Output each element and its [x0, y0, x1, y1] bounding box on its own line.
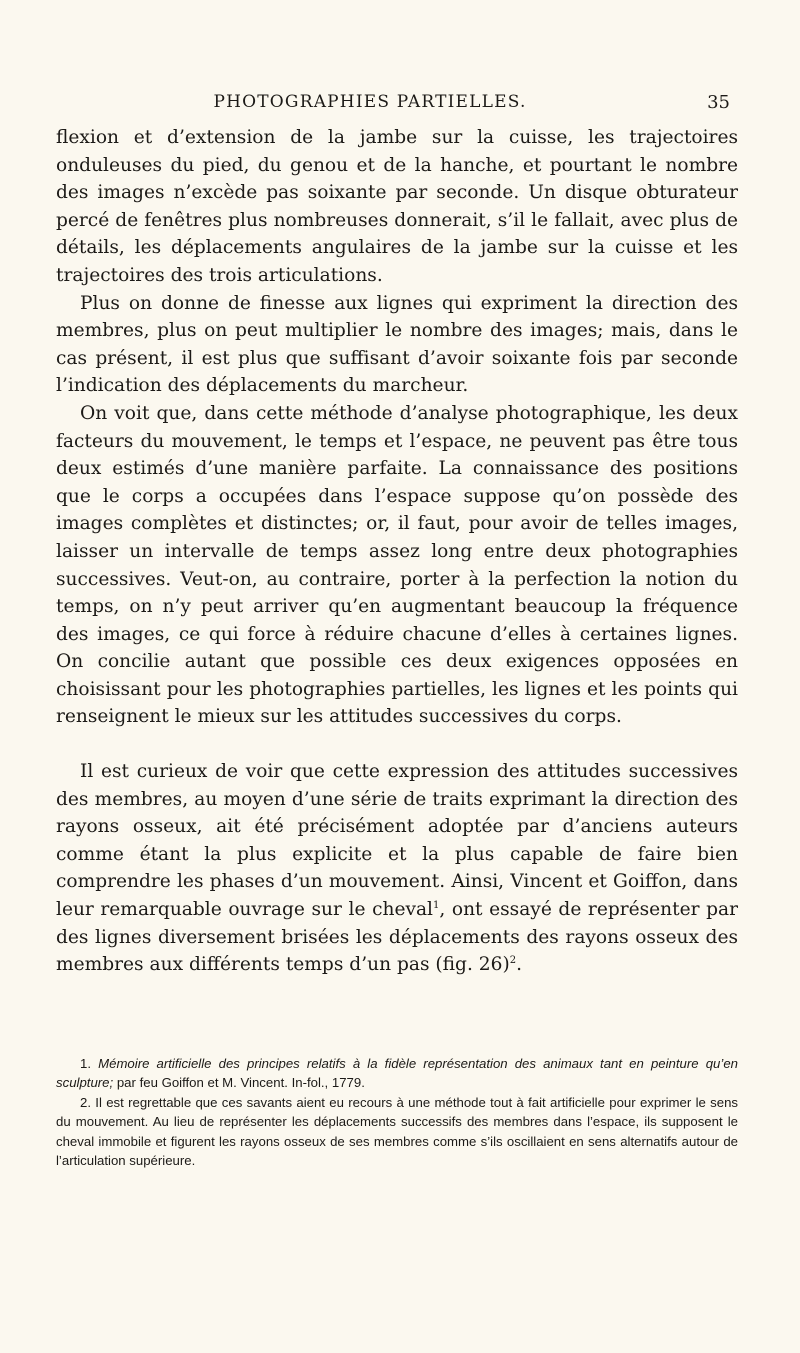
- footnote-ref-2: 2: [509, 955, 517, 967]
- running-head: [170, 92, 730, 114]
- paragraph-continuation: flexion et d’extension de la jambe sur la cuisse, les trajectoires onduleuses du pied, du genou et de la hanche, et pourtant le nombre des images n’excède pas soixante par seconde. Un disque obturateur percé de fenêtres plus nombreuses donnerait, s’il le fallait, avec plus de détails, les déplacements angulaires de la jambe sur la cuisse et les trajectoires des trois articulations.: [56, 127, 738, 286]
- footnote-text: par feu Goiffon et M. Vincent. In-fol., 1779.: [113, 1075, 365, 1091]
- footnote-book-title: Mémoire artificielle des principes relatifs à la fidèle représentation des animaux tant en peinture qu’en sculpture;: [56, 1056, 738, 1091]
- running-title: PHOTOGRAPHIES PARTIELLES.: [213, 92, 527, 112]
- footnote-marker: 1.: [80, 1056, 99, 1071]
- paragraph: Plus on donne de finesse aux lignes qui expriment la direction des membres, plus on peut multiplier le nombre des images; mais, dans le cas présent, il est plus que suffisant d’avoir soixante fois par seconde l’indication des déplacements du marcheur.: [56, 292, 738, 397]
- footnote-ref-1: 1: [433, 899, 440, 911]
- page-number: 35: [707, 92, 730, 113]
- paragraph-text: .: [516, 954, 522, 976]
- paragraph-last: [56, 758, 738, 979]
- paragraph: On voit que, dans cette méthode d’analyse photographique, les deux facteurs du mouvement, le temps et l’espace, ne peuvent pas être tous deux estimés d’une manière parfaite. La connaissance des positions que le corps a occupées dans l’espace suppose qu’on possède des images complètes et distinctes; or, il faut, pour avoir de telles images, laisser un intervalle de temps assez long entre deux photographies successives. Veut-on, au contraire, porter à la perfection la notion du temps, on n’y peut arriver qu’en augmentant beaucoup la fréquence des images, ce qui force à réduire chacune d’elles à certaines lignes. On concilie autant que possible ces deux exigences opposées en choisissant pour les photographies partielles, les lignes et les points qui renseignent le mieux sur les attitudes successives du corps.: [56, 402, 738, 728]
- footnote-2: 2. Il est regrettable que ces savants aient eu recours à une méthode tout à fait artificielle pour exprimer le sens du mouvement. Au lieu de représenter les déplacements successifs des membres dans l’espace, ils supposent le cheval immobile et figurent les rayons osseux de ses membres comme s’ils oscillaient en sens alternatifs autour de l’articulation supérieure.: [56, 1094, 738, 1169]
- body-text: [56, 124, 738, 979]
- footnote-1: [56, 1054, 738, 1093]
- paragraph-text: Il est curieux de voir que cette expression des attitudes successives des membres, au moyen d’une série de traits exprimant la direction des rayons osseux, ait été précisément adoptée par d’anciens auteurs comme étant la plus explicite et la plus capable de faire bien comprendre les phases d’un mouvement. Ainsi, Vincent et Goiffon, dans leur remarquable ouvrage sur le cheval: [56, 761, 738, 921]
- footnotes: [56, 1054, 738, 1170]
- paragraph-text: , ont essayé de représenter par des lignes diversement brisées les déplacements des rayons osseux des membres aux différents temps d’un pas (fig. 26): [56, 899, 738, 976]
